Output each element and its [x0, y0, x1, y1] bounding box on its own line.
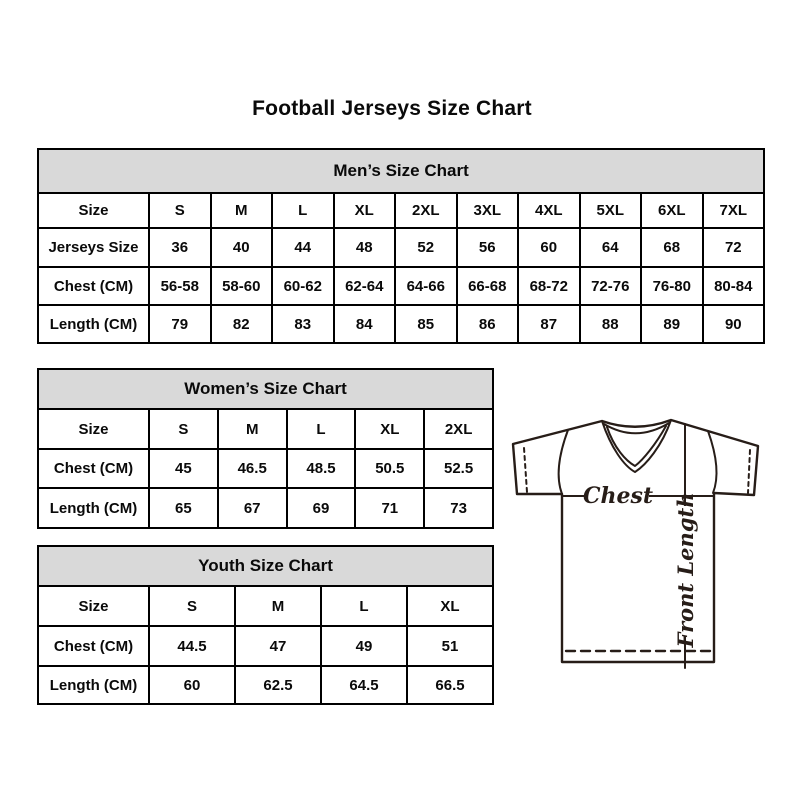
- jersey-outline: [513, 420, 758, 662]
- table-cell: 49: [321, 626, 407, 666]
- table-cell: L: [321, 586, 407, 626]
- table-cell: XL: [355, 409, 424, 449]
- table-cell: 52.5: [424, 449, 493, 488]
- table-cell: 62.5: [235, 666, 321, 704]
- row-label: Size: [38, 193, 149, 228]
- row-label: Chest (CM): [38, 626, 149, 666]
- table-cell: L: [272, 193, 334, 228]
- table-cell: 3XL: [457, 193, 519, 228]
- table-cell: 56-58: [149, 267, 211, 305]
- row-label: Length (CM): [38, 488, 149, 528]
- table-cell: 5XL: [580, 193, 642, 228]
- table-cell: 73: [424, 488, 493, 528]
- table-cell: 58-60: [211, 267, 273, 305]
- table-cell: 56: [457, 228, 519, 267]
- table-cell: 82: [211, 305, 273, 343]
- table-cell: 64-66: [395, 267, 457, 305]
- table-cell: 47: [235, 626, 321, 666]
- table-cell: 68-72: [518, 267, 580, 305]
- table-cell: 76-80: [641, 267, 703, 305]
- table-cell: 51: [407, 626, 493, 666]
- table-cell: 50.5: [355, 449, 424, 488]
- table-cell: 66-68: [457, 267, 519, 305]
- table-cell: 52: [395, 228, 457, 267]
- table-cell: 89: [641, 305, 703, 343]
- table-cell: 46.5: [218, 449, 287, 488]
- table-cell: 65: [149, 488, 218, 528]
- table-cell: 90: [703, 305, 765, 343]
- table-cell: L: [287, 409, 356, 449]
- table-cell: 44.5: [149, 626, 235, 666]
- row-label: Chest (CM): [38, 449, 149, 488]
- table-cell: 64: [580, 228, 642, 267]
- table-cell: XL: [407, 586, 493, 626]
- table-cell: 88: [580, 305, 642, 343]
- youth-table-title: Youth Size Chart: [38, 546, 493, 586]
- row-label: Jerseys Size: [38, 228, 149, 267]
- table-cell: 6XL: [641, 193, 703, 228]
- table-cell: 60: [518, 228, 580, 267]
- table-cell: 83: [272, 305, 334, 343]
- table-cell: XL: [334, 193, 396, 228]
- youth-size-table: [37, 545, 494, 705]
- table-cell: 85: [395, 305, 457, 343]
- womens-size-table: [37, 368, 494, 529]
- table-cell: M: [235, 586, 321, 626]
- table-cell: 79: [149, 305, 211, 343]
- table-cell: 84: [334, 305, 396, 343]
- table-cell: 40: [211, 228, 273, 267]
- table-cell: 44: [272, 228, 334, 267]
- table-cell: S: [149, 586, 235, 626]
- front-length-label: Front Length: [673, 492, 698, 648]
- table-cell: 86: [457, 305, 519, 343]
- table-cell: M: [218, 409, 287, 449]
- mens-table-title: Men’s Size Chart: [38, 149, 764, 193]
- table-cell: 60: [149, 666, 235, 704]
- table-cell: S: [149, 409, 218, 449]
- chest-label: Chest: [582, 483, 654, 509]
- table-cell: 66.5: [407, 666, 493, 704]
- row-label: Length (CM): [38, 305, 149, 343]
- jersey-measurement-diagram: [505, 410, 770, 670]
- table-cell: M: [211, 193, 273, 228]
- table-cell: 72: [703, 228, 765, 267]
- table-cell: 2XL: [424, 409, 493, 449]
- table-cell: 45: [149, 449, 218, 488]
- table-cell: 69: [287, 488, 356, 528]
- table-cell: 80-84: [703, 267, 765, 305]
- table-cell: 48.5: [287, 449, 356, 488]
- table-cell: 4XL: [518, 193, 580, 228]
- table-cell: 36: [149, 228, 211, 267]
- table-cell: 62-64: [334, 267, 396, 305]
- page-title: Football Jerseys Size Chart: [252, 97, 532, 120]
- table-cell: 71: [355, 488, 424, 528]
- row-label: Chest (CM): [38, 267, 149, 305]
- table-cell: 67: [218, 488, 287, 528]
- table-cell: 72-76: [580, 267, 642, 305]
- table-cell: 48: [334, 228, 396, 267]
- table-cell: 7XL: [703, 193, 765, 228]
- row-label: Size: [38, 586, 149, 626]
- table-cell: 87: [518, 305, 580, 343]
- row-label: Size: [38, 409, 149, 449]
- table-cell: S: [149, 193, 211, 228]
- table-cell: 60-62: [272, 267, 334, 305]
- row-label: Length (CM): [38, 666, 149, 704]
- mens-size-table: [37, 148, 765, 344]
- table-cell: 68: [641, 228, 703, 267]
- table-cell: 64.5: [321, 666, 407, 704]
- womens-table-title: Women’s Size Chart: [38, 369, 493, 409]
- table-cell: 2XL: [395, 193, 457, 228]
